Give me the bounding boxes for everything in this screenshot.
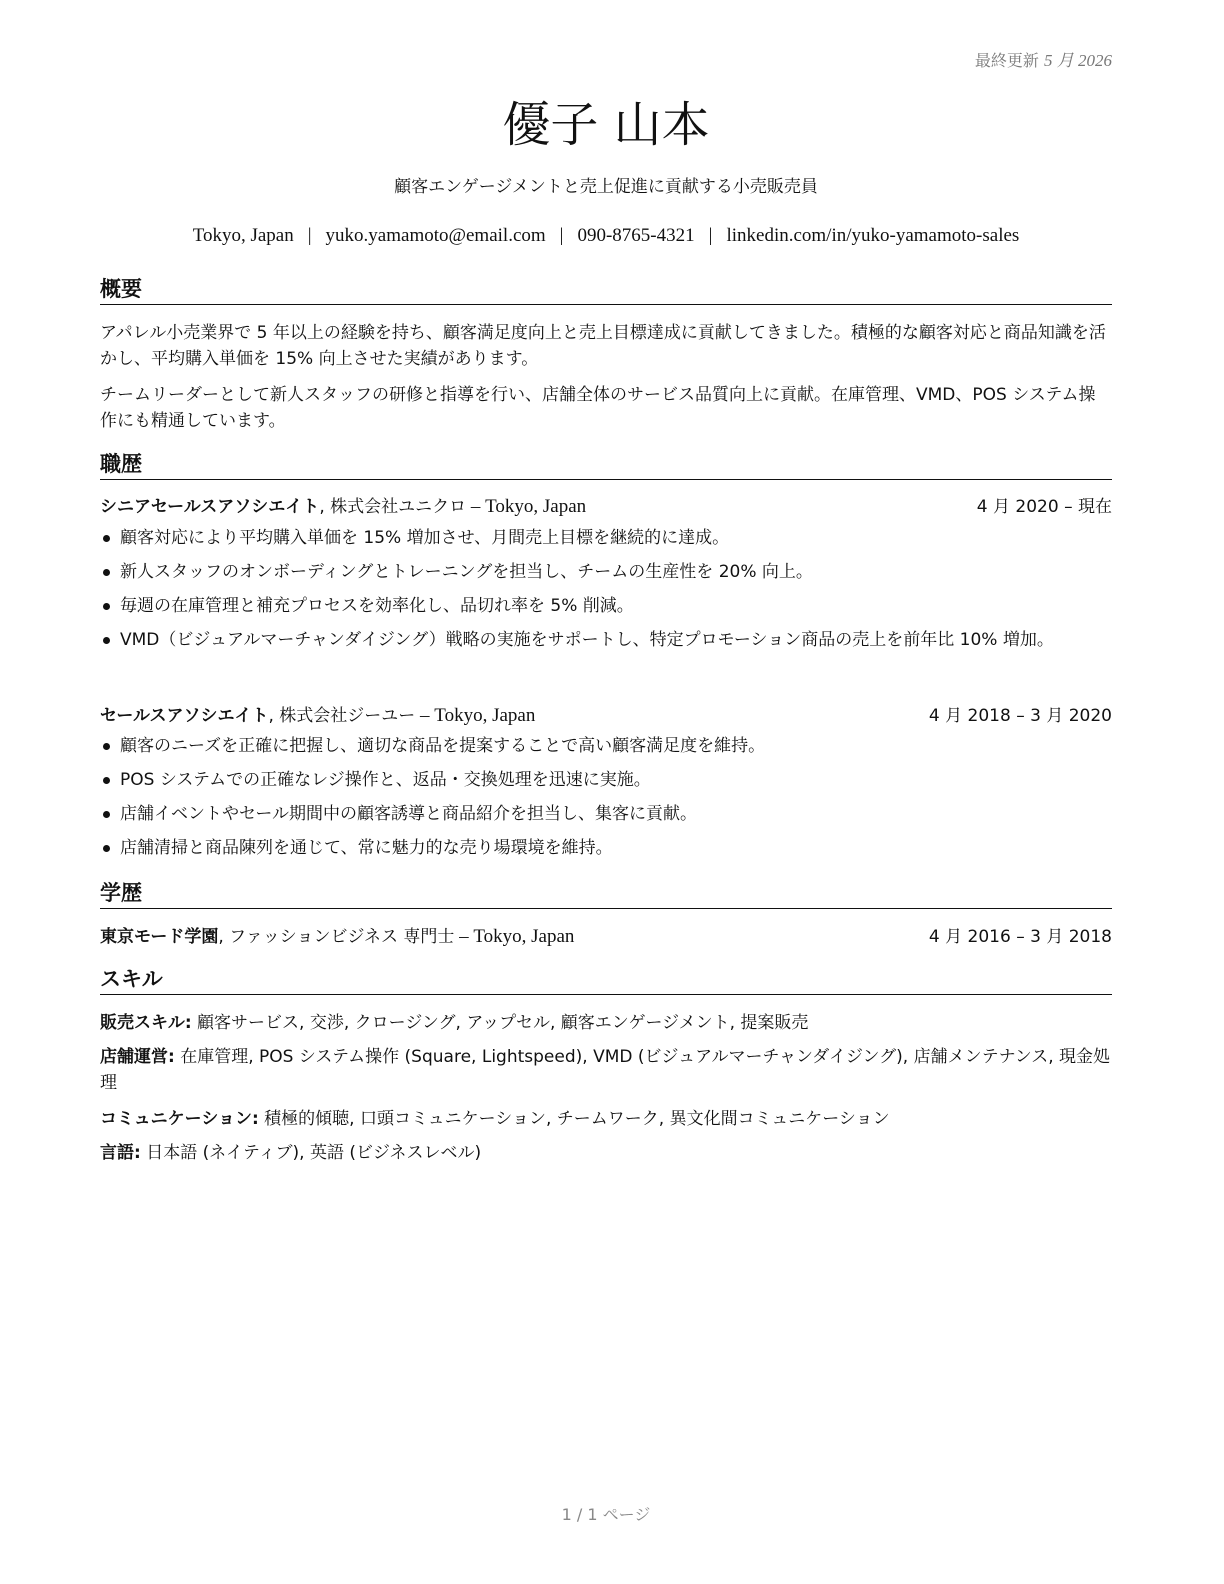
- job-location: – Tokyo, Japan: [415, 705, 536, 726]
- list-item: 店舗清掃と商品陳列を通じて、常に魅力的な売り場環境を維持。: [100, 835, 1112, 861]
- skill-label: コミュニケーション:: [100, 1109, 259, 1129]
- skill-line: [100, 1140, 1112, 1166]
- last-updated-date: 5 月 2026: [1044, 51, 1112, 70]
- education-location: – Tokyo, Japan: [454, 926, 575, 947]
- candidate-name: 優子 山本: [502, 97, 710, 153]
- resume-page: [100, 0, 1112, 1584]
- skill-line: [100, 1106, 1112, 1132]
- school-name: 東京モード学園: [100, 927, 219, 947]
- education-row: [100, 925, 1112, 949]
- contact-separator: |: [708, 225, 713, 246]
- list-item: 店舗イベントやセール期間中の顧客誘導と商品紹介を担当し、集客に貢献。: [100, 801, 1112, 827]
- job-bullets: [100, 733, 1112, 869]
- job-header: [100, 495, 1112, 519]
- contact-separator: |: [307, 225, 312, 246]
- skill-label: 店舗運営:: [100, 1047, 175, 1067]
- skills-heading: スキル: [100, 966, 1112, 995]
- summary-heading: 概要: [100, 276, 1112, 305]
- skill-value: 積極的傾聴, 口頭コミュニケーション, チームワーク, 異文化間コミュニケーション: [258, 1109, 890, 1129]
- job-header: [100, 704, 1112, 728]
- list-item: 顧客のニーズを正確に把握し、適切な商品を提案することで高い顧客満足度を維持。: [100, 733, 1112, 759]
- list-item: POS システムでの正確なレジ操作と、返品・交換処理を迅速に実施。: [100, 767, 1112, 793]
- job-dates: 4 月 2020 – 現在: [976, 497, 1112, 517]
- job-bullets: [100, 525, 1112, 661]
- job-company: , 株式会社ジーユー: [268, 706, 416, 726]
- page-indicator: 1 / 1 ページ: [561, 1505, 651, 1524]
- skill-line: [100, 1010, 1112, 1036]
- contact-separator: |: [559, 225, 564, 246]
- job-dates: 4 月 2018 – 3 月 2020: [928, 706, 1112, 726]
- contact-line: [100, 225, 1112, 247]
- job-role: セールスアソシエイト: [100, 706, 269, 726]
- education-dates: 4 月 2016 – 3 月 2018: [928, 927, 1112, 947]
- last-updated-label: 最終更新: [974, 51, 1039, 70]
- list-item: 顧客対応により平均購入単価を 15% 増加させ、月間売上目標を継続的に達成。: [100, 525, 1112, 551]
- contact-linkedin[interactable]: linkedin.com/in/yuko-yamamoto-sales: [726, 225, 1020, 246]
- contact-email[interactable]: yuko.yamamoto@email.com: [325, 225, 546, 246]
- degree: , ファッションビジネス 専門士: [218, 927, 455, 947]
- skill-label: 言語:: [100, 1143, 141, 1163]
- tagline: 顧客エンゲージメントと売上促進に貢献する小売販売員: [394, 177, 818, 197]
- job-location: – Tokyo, Japan: [466, 496, 587, 517]
- education-heading: 学歴: [100, 880, 1112, 909]
- skill-label: 販売スキル:: [100, 1013, 192, 1033]
- list-item: 新人スタッフのオンボーディングとトレーニングを担当し、チームの生産性を 20% 向上。: [100, 559, 1112, 585]
- skill-value: 在庫管理, POS システム操作 (Square, Lightspeed), VMD (ビジュアルマーチャンダイジング), 店舗メンテナンス, 現金処理: [100, 1047, 1111, 1093]
- contact-phone[interactable]: 090-8765-4321: [577, 225, 695, 246]
- last-updated: [975, 46, 1112, 71]
- summary-paragraph-2: チームリーダーとして新人スタッフの研修と指導を行い、店舗全体のサービス品質向上に貢献。在庫管理、VMD、POS システム操作にも精通しています。: [100, 385, 1096, 431]
- experience-heading: 職歴: [100, 451, 1112, 480]
- job-company: , 株式会社ユニクロ: [319, 497, 467, 517]
- contact-location: Tokyo, Japan: [192, 225, 294, 246]
- summary-paragraph-1: アパレル小売業界で 5 年以上の経験を持ち、顧客満足度向上と売上目標達成に貢献してきました。積極的な顧客対応と商品知識を活かし、平均購入単価を 15% 向上させた実績があります。: [100, 323, 1106, 369]
- skill-value: 日本語 (ネイティブ), 英語 (ビジネスレベル): [140, 1143, 482, 1163]
- list-item: VMD（ビジュアルマーチャンダイジング）戦略の実施をサポートし、特定プロモーション商品の売上を前年比 10% 増加。: [100, 627, 1112, 653]
- list-item: 毎週の在庫管理と補充プロセスを効率化し、品切れ率を 5% 削減。: [100, 593, 1112, 619]
- skill-line: [100, 1044, 1112, 1096]
- job-role: シニアセールスアソシエイト: [100, 497, 320, 517]
- skill-value: 顧客サービス, 交渉, クロージング, アップセル, 顧客エンゲージメント, 提案販売: [191, 1013, 809, 1033]
